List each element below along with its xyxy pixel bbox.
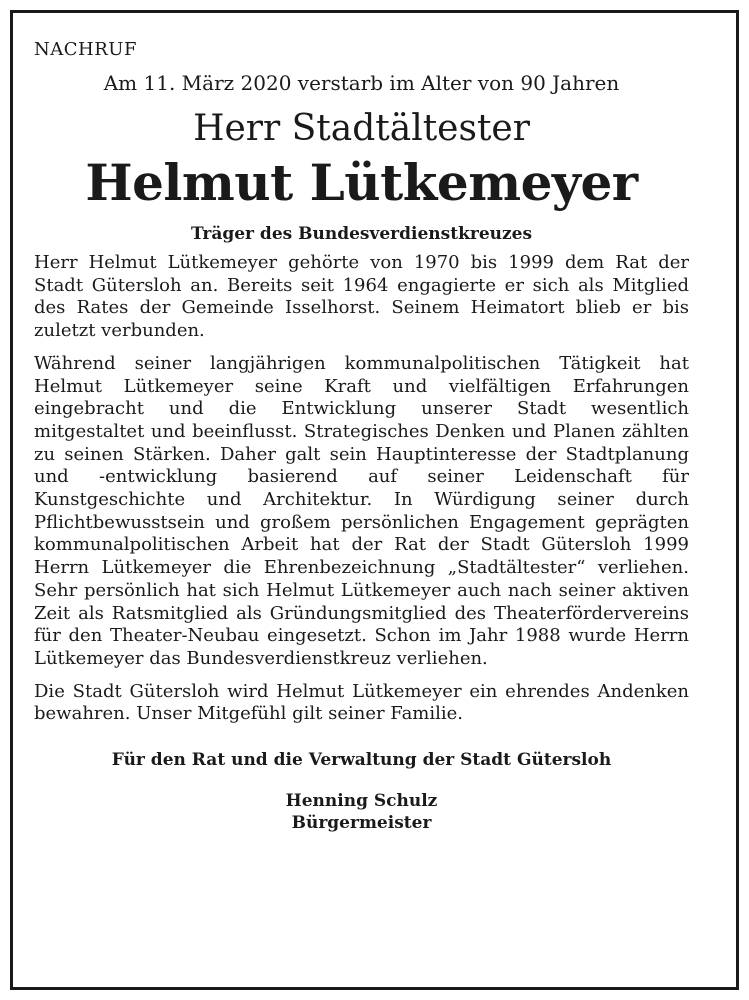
- deceased-name: Helmut Lütkemeyer: [85, 153, 638, 212]
- intro-line: Am 11. März 2020 verstarb im Alter von 90 Jahren: [103, 71, 620, 95]
- paragraph-2: Während seiner langjährigen kommunalpolitischen Tätigkeit hat Helmut Lütkemeyer seine Kraft und vielfältigen Erfahrungen eingebracht und die Entwicklung unserer Stadt wesentlich mitgestaltet und beeinflusst. Strategisches Denken und Planen zählten zu seinen Stärken. Daher galt sein Hauptinteresse der Stadtplanung und -entwicklung basierend auf seiner Leidenschaft für Kunstgeschichte und Architektur. In Würdigung seiner durch Pflichtbewusstsein und großem persönlichen Engagement geprägten kommunalpolitischen Arbeit hat der Rat der Stadt Gütersloh 1999 Herrn Lütkemeyer die Ehrenbezeichnung „Stadtältester“ verliehen. Sehr persönlich hat sich Helmut Lütkemeyer auch nach seiner aktiven Zeit als Ratsmitglied als Gründungsmitglied des Theaterfördervereins für den Theater-Neubau eingesetzt. Schon im Jahr 1988 wurde Herrn Lütkemeyer das Bundesverdienstkreuz verliehen.: [34, 352, 689, 669]
- obituary-content: [34, 28, 689, 834]
- paragraph-3: Die Stadt Gütersloh wird Helmut Lütkemeyer ein ehrendes Andenken bewahren. Unser Mitgefühl gilt seiner Familie.: [34, 680, 689, 725]
- paragraph-1: Herr Helmut Lütkemeyer gehörte von 1970 bis 1999 dem Rat der Stadt Gütersloh an. Bereits seit 1964 engagierte er sich als Mitglied des Rates der Gemeinde Isselhorst. Seinem Heimatort blieb er bis zuletzt verbunden.: [34, 252, 689, 342]
- signature-title: Bürgermeister: [291, 813, 432, 834]
- signature-name: Henning Schulz: [285, 791, 438, 812]
- honorific-title: Herr Stadtältester: [193, 108, 530, 149]
- signature-organization: Für den Rat und die Verwaltung der Stadt Gütersloh: [111, 750, 612, 771]
- notice-label: NACHRUF: [34, 39, 137, 60]
- award-line: Träger des Bundesverdienstkreuzes: [190, 224, 533, 244]
